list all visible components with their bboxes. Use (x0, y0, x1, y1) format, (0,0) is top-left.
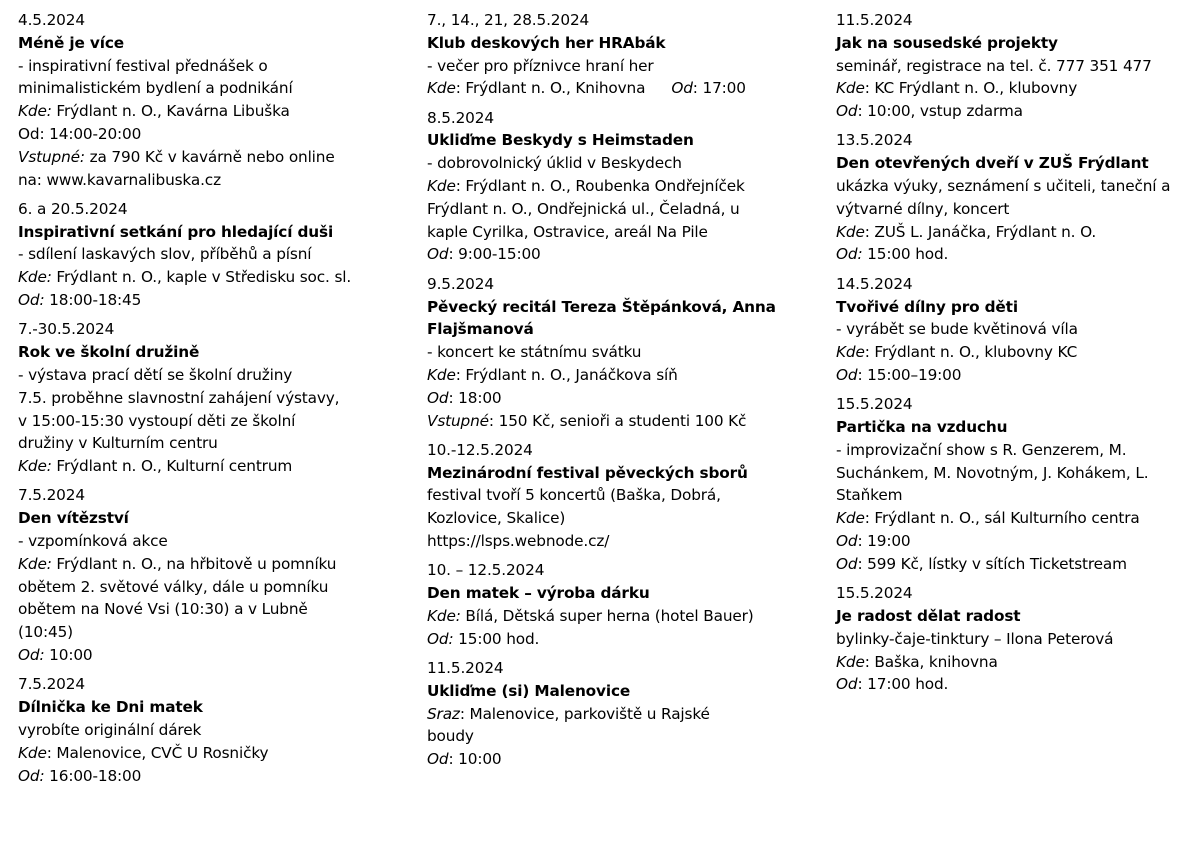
event-title-continued: Flajšmanová (427, 320, 534, 339)
event-detail-line (18, 169, 403, 192)
event-detail-line (18, 644, 403, 667)
event-title: Den otevřených dveří v ZUŠ Frýdlant (836, 154, 1149, 173)
detail-text: : 10:00, vstup zdarma (857, 102, 1023, 121)
detail-text: : 15:00–19:00 (857, 365, 962, 384)
event-entry (18, 673, 403, 787)
event-detail-line (18, 455, 403, 478)
event-detail-line (18, 410, 403, 433)
events-column-1 (18, 9, 403, 794)
event-title: Je radost dělat radost (836, 606, 1021, 625)
detail-text: - večer pro příznivce hraní her (427, 56, 654, 75)
detail-text: festival tvoří 5 koncertů (Baška, Dobrá, (427, 486, 721, 505)
detail-text: : Frýdlant n. O., sál Kulturního centra (864, 509, 1140, 528)
event-entry (18, 9, 403, 191)
event-detail-line (18, 719, 403, 742)
event-detail-line (18, 576, 403, 599)
detail-label: Kde: (18, 102, 52, 121)
detail-text: Bílá, Dětská super herna (hotel Bauer) (460, 606, 754, 625)
detail-text: Frýdlant n. O., Kulturní centrum (51, 457, 293, 476)
event-detail-line (18, 530, 403, 553)
detail-label: Kde (836, 652, 865, 671)
event-entry (836, 129, 1186, 266)
event-date: 11.5.2024 (836, 11, 913, 29)
event-entry (836, 9, 1186, 123)
event-detail-line (427, 152, 812, 175)
detail-text: : 599 Kč, lístky v sítích Ticketstream (857, 554, 1127, 573)
events-column-2 (427, 9, 812, 778)
detail-text: : Frýdlant n. O., Janáčkova síň (455, 365, 678, 384)
event-detail-line (427, 221, 812, 244)
detail-text: - sdílení laskavých slov, příběhů a písní (18, 245, 312, 264)
detail-text: výtvarné dílny, koncert (836, 199, 1010, 218)
detail-label: Kde (836, 222, 865, 241)
detail-label: Kde (836, 79, 865, 98)
event-detail-line (18, 387, 403, 410)
detail-text: kaple Cyrilka, Ostravice, areál Na Pile (427, 222, 708, 241)
detail-text: boudy (427, 727, 474, 746)
detail-text: : Malenovice, parkoviště u Rajské (459, 704, 710, 723)
detail-text: - vzpomínková akce (18, 532, 168, 551)
event-entry (427, 559, 812, 650)
detail-text: (10:45) (18, 623, 73, 642)
event-detail-line (18, 765, 403, 788)
event-detail-line (427, 175, 812, 198)
event-title: Den vítězství (18, 509, 129, 528)
event-detail-line (836, 243, 1186, 266)
detail-text: obětem na Nové Vsi (10:30) a v Lubně (18, 600, 308, 619)
detail-text: Frýdlant n. O., Ondřejnická ul., Čeladná, u (427, 199, 740, 218)
event-date: 13.5.2024 (836, 131, 913, 150)
event-title: Méně je více (18, 33, 124, 52)
event-detail-line (18, 146, 403, 169)
event-detail-line (836, 553, 1186, 576)
detail-text: družiny v Kulturním centru (18, 434, 218, 453)
event-entry (18, 484, 403, 666)
event-entry (836, 393, 1186, 575)
event-detail-line (836, 439, 1186, 462)
event-detail-line (18, 266, 403, 289)
detail-text: seminář, registrace na tel. č. 777 351 477 (836, 56, 1152, 75)
event-detail-line (427, 77, 812, 100)
event-detail-line (18, 123, 403, 146)
event-detail-line (18, 364, 403, 387)
detail-text: v 15:00-15:30 vystoupí děti ze školní (18, 411, 296, 430)
detail-text: Frýdlant n. O., na hřbitově u pomníku (51, 554, 337, 573)
event-detail-line (427, 484, 812, 507)
detail-text: 18:00-18:45 (44, 291, 142, 310)
event-title: Jak na sousedské projekty (836, 33, 1058, 52)
detail-label: Vstupné (427, 411, 489, 430)
event-detail-line (836, 221, 1186, 244)
event-detail-line (836, 507, 1186, 530)
event-title: Pěvecký recitál Tereza Štěpánková, Anna (427, 297, 776, 316)
event-detail-line (427, 605, 812, 628)
detail-label: Kde (836, 343, 865, 362)
detail-text: ukázka výuky, seznámení s učiteli, taneční a (836, 177, 1171, 196)
detail-text: : Malenovice, CVČ U Rosničky (46, 743, 269, 762)
detail-text: Suchánkem, M. Novotným, J. Kohákem, L. (836, 463, 1149, 482)
event-detail-line (18, 553, 403, 576)
event-detail-line (836, 462, 1186, 485)
event-date: 8.5.2024 (427, 108, 494, 127)
event-title: Klub deskových her HRAbák (427, 33, 666, 52)
detail-label: Kde: (18, 457, 52, 476)
event-detail-line (427, 243, 812, 266)
detail-text: 10:00 (44, 646, 93, 665)
event-detail-line (427, 364, 812, 387)
event-detail-line (427, 703, 812, 726)
detail-text: minimalistickém bydlení a podnikání (18, 79, 293, 98)
detail-text: : ZUŠ L. Janáčka, Frýdlant n. O. (864, 222, 1097, 241)
detail-text: Od: 14:00-20:00 (18, 124, 142, 143)
event-date: 7.5.2024 (18, 486, 85, 505)
detail-label: Od (836, 675, 858, 694)
detail-text: 7.5. proběhne slavnostní zahájení výstavy, (18, 388, 340, 407)
detail-label: Sraz (427, 704, 460, 723)
detail-text: - vyrábět se bude květinová víla (836, 320, 1078, 339)
event-detail-line (836, 55, 1186, 78)
event-date: 4.5.2024 (18, 11, 85, 29)
detail-text: 15:00 hod. (453, 629, 540, 648)
detail-text: Frýdlant n. O., kaple v Středisku soc. sl. (51, 268, 352, 287)
event-detail-line (18, 55, 403, 78)
event-detail-line (427, 410, 812, 433)
event-date: 6. a 20.5.2024 (18, 199, 128, 218)
detail-label: Od: (836, 245, 863, 264)
detail-label: Od: (18, 646, 45, 665)
event-detail-line (836, 628, 1186, 651)
detail-label: Od: (427, 629, 454, 648)
event-detail-line (427, 387, 812, 410)
detail-text: - koncert ke státnímu svátku (427, 343, 642, 362)
detail-label: Od (427, 388, 449, 407)
event-entry (427, 107, 812, 267)
detail-text: - dobrovolnický úklid v Beskydech (427, 154, 682, 173)
event-detail-line (836, 198, 1186, 221)
event-detail-line (18, 598, 403, 621)
detail-text: : Frýdlant n. O., klubovny KC (864, 343, 1078, 362)
event-entry (427, 439, 812, 553)
detail-text: : 150 Kč, senioři a studenti 100 Kč (488, 411, 747, 430)
event-detail-line (836, 341, 1186, 364)
event-entry (427, 657, 812, 771)
event-detail-line (427, 628, 812, 651)
event-title: Ukliďme Beskydy s Heimstaden (427, 131, 694, 150)
detail-text: za 790 Kč v kavárně nebo online (84, 147, 335, 166)
event-date: 7.-30.5.2024 (18, 320, 115, 339)
event-detail-line (18, 243, 403, 266)
detail-label: Od (427, 245, 449, 264)
event-detail-line (18, 432, 403, 455)
detail-label: Vstupné: (18, 147, 85, 166)
detail-text: na: www.kavarnalibuska.cz (18, 170, 221, 189)
events-column-3 (836, 9, 1186, 703)
event-detail-line (836, 175, 1186, 198)
event-detail-line (836, 100, 1186, 123)
event-detail-line (836, 673, 1186, 696)
detail-text: 16:00-18:00 (44, 766, 142, 785)
detail-label: Od (836, 102, 858, 121)
event-detail-line (836, 364, 1186, 387)
event-date: 11.5.2024 (427, 659, 504, 678)
event-detail-line (427, 725, 812, 748)
event-detail-line (836, 651, 1186, 674)
detail-label-secondary: Od (671, 79, 693, 98)
detail-text: Staňkem (836, 486, 903, 505)
detail-text: : 19:00 (857, 532, 911, 551)
detail-text: Kozlovice, Skalice) (427, 509, 566, 528)
detail-label: Kde (18, 743, 47, 762)
event-title: Rok ve školní družině (18, 343, 200, 362)
detail-text: obětem 2. světové války, dále u pomníku (18, 577, 329, 596)
event-detail-line (427, 55, 812, 78)
detail-label: Kde (427, 79, 456, 98)
detail-text: https://lsps.webnode.cz/ (427, 532, 610, 551)
event-detail-line (18, 289, 403, 312)
detail-label: Od (836, 554, 858, 573)
event-detail-line (427, 530, 812, 553)
event-detail-line (18, 77, 403, 100)
detail-label: Kde: (427, 606, 461, 625)
detail-label: Od: (18, 766, 45, 785)
detail-text: : 18:00 (448, 388, 502, 407)
detail-label: Od: (18, 291, 45, 310)
detail-label: Kde (836, 509, 865, 528)
detail-label: Kde (427, 177, 456, 196)
detail-label: Kde (427, 365, 456, 384)
event-entry (427, 273, 812, 433)
event-date: 15.5.2024 (836, 395, 913, 414)
event-entry (18, 318, 403, 478)
event-detail-line (18, 742, 403, 765)
event-date: 7., 14., 21, 28.5.2024 (427, 11, 590, 29)
event-detail-line (836, 77, 1186, 100)
detail-label: Od (427, 750, 449, 769)
event-title: Inspirativní setkání pro hledající duši (18, 222, 334, 241)
event-title: Den matek – výroba dárku (427, 584, 650, 603)
detail-text: : Frýdlant n. O., Roubenka Ondřejníček (455, 177, 745, 196)
detail-label: Kde: (18, 554, 52, 573)
event-detail-line (18, 100, 403, 123)
detail-text: Frýdlant n. O., Kavárna Libuška (51, 102, 290, 121)
detail-text: 15:00 hod. (862, 245, 949, 264)
detail-text: vyrobíte originální dárek (18, 720, 202, 739)
detail-text: : KC Frýdlant n. O., klubovny (864, 79, 1078, 98)
detail-text: - výstava prací dětí se školní družiny (18, 365, 293, 384)
event-detail-line (427, 198, 812, 221)
detail-text: - improvizační show s R. Genzerem, M. (836, 440, 1127, 459)
detail-text: - inspirativní festival přednášek o (18, 56, 268, 75)
detail-label: Od (836, 532, 858, 551)
event-date: 10.-12.5.2024 (427, 440, 533, 459)
detail-text-secondary: : 17:00 (692, 79, 746, 98)
event-title: Ukliďme (si) Malenovice (427, 681, 631, 700)
detail-text: : 10:00 (448, 750, 502, 769)
event-detail-line (18, 621, 403, 644)
event-entry (427, 9, 812, 100)
event-date: 14.5.2024 (836, 274, 913, 293)
event-title: Dílnička ke Dni matek (18, 698, 203, 717)
event-detail-line (427, 507, 812, 530)
detail-text: : Frýdlant n. O., Knihovna (455, 79, 646, 98)
event-entry (18, 198, 403, 312)
event-date: 7.5.2024 (18, 675, 85, 694)
event-date: 15.5.2024 (836, 584, 913, 603)
event-detail-line (427, 341, 812, 364)
event-entry (836, 582, 1186, 696)
event-date: 9.5.2024 (427, 274, 494, 293)
detail-label: Kde: (18, 268, 52, 287)
detail-text: bylinky-čaje-tinktury – Ilona Peterová (836, 629, 1114, 648)
event-title: Partička na vzduchu (836, 418, 1008, 437)
detail-text: : 17:00 hod. (857, 675, 949, 694)
event-date: 10. – 12.5.2024 (427, 561, 545, 580)
event-detail-line (836, 484, 1186, 507)
event-title: Tvořivé dílny pro děti (836, 297, 1018, 316)
detail-text: : 9:00-15:00 (448, 245, 541, 264)
event-detail-line (836, 530, 1186, 553)
detail-text: : Baška, knihovna (864, 652, 998, 671)
event-detail-line (427, 748, 812, 771)
event-entry (836, 273, 1186, 387)
detail-label: Od (836, 365, 858, 384)
event-detail-line (836, 318, 1186, 341)
event-title: Mezinárodní festival pěveckých sborů (427, 463, 748, 482)
